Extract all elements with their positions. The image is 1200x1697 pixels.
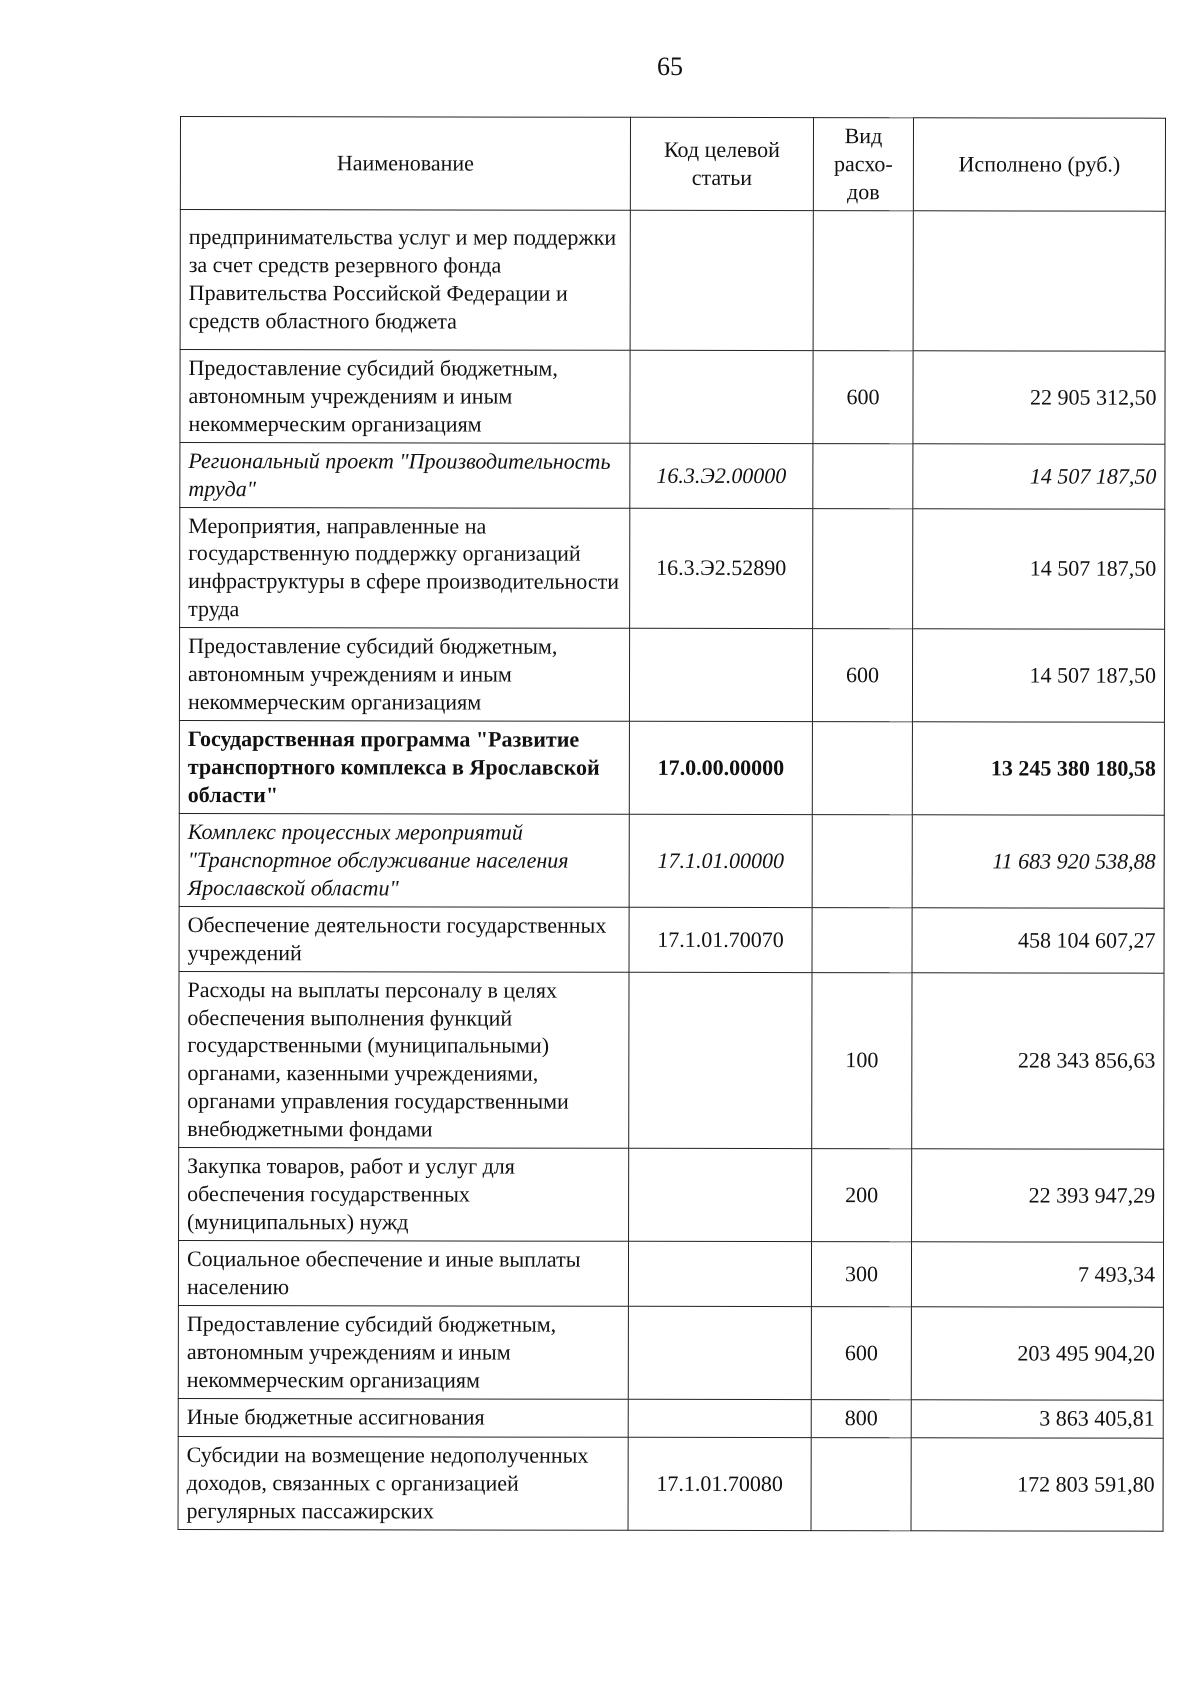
table-row	[179, 721, 1164, 816]
row-code: 16.3.Э2.52890	[630, 508, 813, 629]
row-type	[812, 814, 912, 907]
row-amount: 7 493,34	[911, 1242, 1163, 1307]
row-type: 800	[811, 1399, 911, 1437]
table-header-row	[180, 117, 1165, 212]
row-name: Региональный проект "Производительность труда"	[180, 442, 630, 508]
row-code	[628, 1399, 811, 1437]
row-code	[628, 1241, 811, 1306]
row-code	[628, 1306, 811, 1399]
row-amount: 14 507 187,50	[913, 508, 1165, 629]
row-code: 17.1.01.70080	[628, 1437, 811, 1530]
table-row	[178, 1398, 1163, 1438]
row-name: Мероприятия, направленные на государственную поддержку организаций инфраструктуры в сфере производительности труда	[180, 507, 630, 629]
row-amount: 458 104 607,27	[912, 907, 1164, 972]
row-amount: 14 507 187,50	[912, 629, 1164, 722]
header-type: Вид расхо-дов	[813, 118, 913, 211]
row-type: 600	[811, 1306, 911, 1399]
row-amount: 228 343 856,63	[912, 972, 1164, 1149]
budget-table	[178, 116, 1166, 1531]
row-name: Расходы на выплаты персоналу в целях обеспечения выполнения функций государственными (муниципальными) органами, казенными учреждениями, органами управления государственными внебюджетными фондами	[179, 971, 629, 1148]
row-type: 300	[811, 1242, 911, 1307]
row-name: Иные бюджетные ассигнования	[178, 1398, 628, 1437]
table-row	[180, 209, 1165, 351]
row-name: Предоставление субсидий бюджетным, автономным учреждениям и иным некоммерческим организациям	[180, 349, 630, 443]
row-name: Закупка товаров, работ и услуг для обеспечения государственных (муниципальных) нужд	[179, 1148, 629, 1242]
table-row	[179, 813, 1164, 908]
table-row	[178, 1240, 1163, 1307]
row-code	[629, 629, 812, 722]
header-code: Код целевой статьи	[630, 117, 813, 210]
table-row	[180, 349, 1165, 444]
row-type	[812, 907, 912, 972]
row-amount: 172 803 591,80	[911, 1437, 1163, 1530]
table-row	[179, 628, 1164, 723]
row-type: 200	[812, 1149, 912, 1242]
table-row	[179, 1148, 1164, 1243]
row-type	[811, 1437, 911, 1530]
row-name: предпринимательства услуг и мер поддержки за счет средств резервного фонда Правительства Российской Федерации и средств областного бюджета	[180, 209, 630, 350]
row-code: 17.1.01.70070	[629, 907, 812, 972]
row-name: Обеспечение деятельности государственных учреждений	[179, 906, 629, 972]
table-row	[178, 1436, 1163, 1531]
page-number: 65	[657, 52, 683, 81]
row-name: Предоставление субсидий бюджетным, автономным учреждениям и иным некоммерческим организациям	[179, 628, 629, 722]
row-type: 100	[812, 972, 912, 1149]
row-code	[630, 210, 813, 350]
row-code: 17.1.01.00000	[629, 814, 812, 907]
row-amount: 3 863 405,81	[911, 1399, 1163, 1437]
row-name: Комплекс процессных мероприятий "Транспортное обслуживание населения Ярославской области"	[179, 813, 629, 907]
row-code	[629, 1148, 812, 1241]
row-amount: 203 495 904,20	[911, 1307, 1163, 1400]
row-amount: 14 507 187,50	[913, 443, 1165, 508]
row-code	[629, 972, 812, 1149]
row-amount: 11 683 920 538,88	[912, 815, 1164, 908]
header-amount: Исполнено (руб.)	[913, 118, 1165, 211]
row-amount	[913, 211, 1165, 351]
row-code: 17.0.00.00000	[629, 721, 812, 814]
row-amount: 22 393 947,29	[912, 1149, 1164, 1242]
row-type	[812, 722, 912, 815]
row-amount: 13 245 380 180,58	[912, 722, 1164, 815]
row-name: Субсидии на возмещение недополученных доходов, связанных с организацией регулярных пассажирских	[178, 1436, 628, 1530]
row-type	[813, 210, 913, 350]
table-row	[179, 971, 1164, 1149]
row-type	[813, 443, 913, 508]
row-name: Социальное обеспечение и иные выплаты населению	[178, 1240, 628, 1306]
row-code: 16.3.Э2.00000	[630, 443, 813, 508]
row-type: 600	[813, 350, 913, 443]
table-row	[178, 1305, 1163, 1400]
row-name: Государственная программа "Развитие транспортного комплекса в Ярославской области"	[179, 721, 629, 815]
row-code	[630, 350, 813, 443]
row-amount: 22 905 312,50	[913, 351, 1165, 444]
table-row	[179, 906, 1164, 973]
table-row	[180, 442, 1165, 509]
table-row	[180, 507, 1165, 629]
row-type	[813, 508, 913, 629]
row-name: Предоставление субсидий бюджетным, автономным учреждениям и иным некоммерческим организациям	[178, 1305, 628, 1399]
header-name: Наименование	[180, 117, 630, 211]
row-type: 600	[812, 629, 912, 722]
